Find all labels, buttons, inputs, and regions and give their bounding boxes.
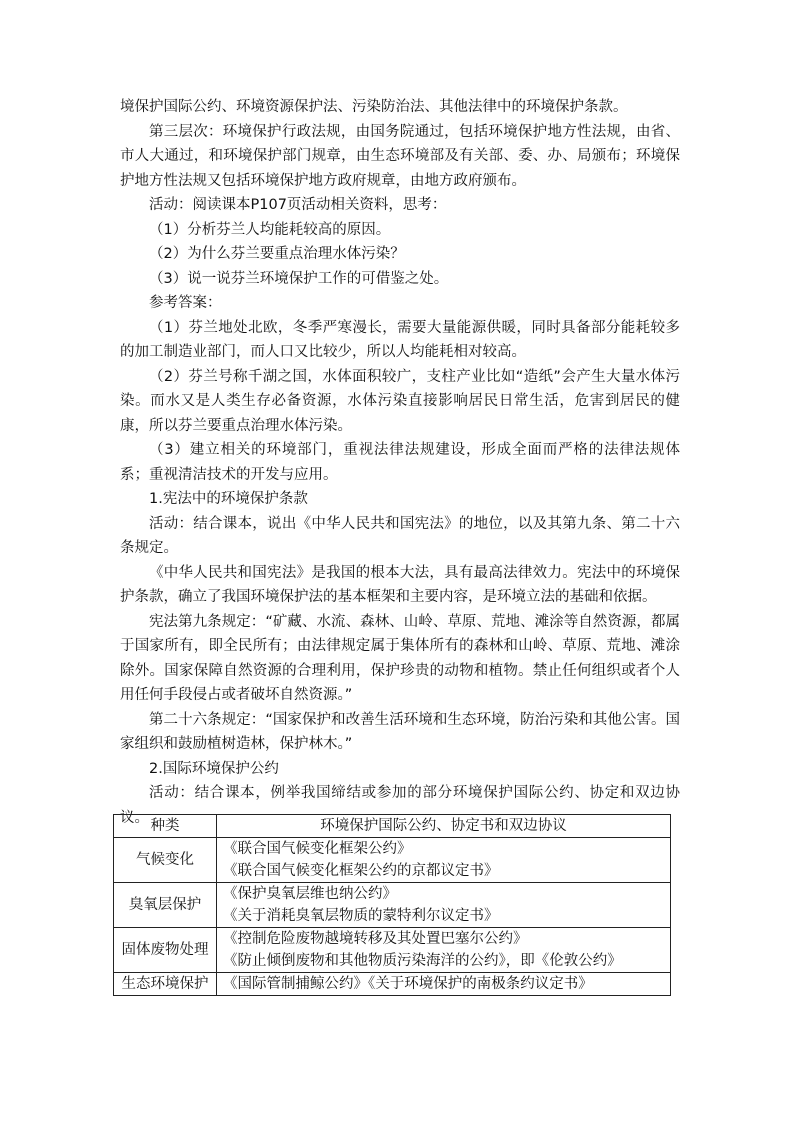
paragraph: 宪法第九条规定：“矿藏、水流、森林、山岭、草原、荒地、滩涂等自然资源，都属于国家所有，即全民所有；由法律规定属于集体所有的森林和山岭、草原、荒地、滩涂除外。国家保障自然资源的合理利用，保护珍贵的动物和植物。禁止任何组织或者个人用任何手段侵占或者破坏自然资源。”: [120, 613, 680, 703]
paragraph: （2）为什么芬兰要重点治理水体污染？: [149, 246, 405, 262]
paragraph: （3）说一说芬兰环境保护工作的可借鉴之处。: [149, 270, 449, 287]
row-conventions: [217, 973, 671, 996]
convention-item: 《保护臭氧层维也纳公约》: [223, 886, 397, 902]
section-heading: 2.国际环境保护公约: [149, 760, 279, 777]
row-kind: 生态环境保护: [114, 973, 217, 996]
table-row: [114, 838, 671, 883]
row-conventions: [217, 883, 671, 928]
convention-item: 《关于消耗臭氧层物质的蒙特利尔议定书》: [223, 908, 499, 924]
paragraph: （1）分析芬兰人均能耗较高的原因。: [149, 221, 391, 238]
document-body: [120, 95, 680, 830]
convention-item: 《联合国气候变化框架公约》: [223, 841, 412, 857]
row-kind: 气候变化: [114, 838, 217, 883]
convention-item: 《防止倾倒废物和其他物质污染海洋的公约》，即《伦敦公约》: [223, 953, 622, 969]
paragraph: 境保护国际公约、环境资源保护法、污染防治法、其他法律中的环境保护条款。: [120, 99, 628, 115]
paragraph: 活动：结合课本，例举我国缔结或参加的部分环境保护国际公约、协定和双边协议。: [120, 785, 680, 826]
paragraph: 第二十六条规定：“国家保护和改善生活环境和生态环境，防治污染和其他公害。国家组织和鼓励植树造林，保护林木。”: [120, 711, 680, 752]
paragraph: 第三层次：环境保护行政法规，由国务院通过，包括环境保护地方性法规，由省、市人大通过，和环境保护部门规章，由生态环境部及有关部、委、办、局颁布；环境保护地方性法规又包括环境保护地方政府规章，由地方政府颁布。: [120, 123, 680, 189]
table-header-row: [114, 815, 671, 838]
row-conventions: [217, 928, 671, 973]
row-kind: 臭氧层保护: [114, 883, 217, 928]
row-kind: 固体废物处理: [114, 928, 217, 973]
paragraph: 参考答案：: [149, 295, 222, 311]
paragraph: （2）芬兰号称千湖之国，水体面积较广，支柱产业比如“造纸”会产生大量水体污染。而水又是人类生存必备资源，水体污染直接影响居民日常生活，危害到居民的健康，所以芬兰要重点治理水体污染。: [120, 368, 680, 434]
table-row: [114, 928, 671, 973]
convention-item: 《控制危险废物越境转移及其处置巴塞尔公约》: [223, 931, 528, 947]
paragraph: （1）芬兰地处北欧，冬季严寒漫长，需要大量能源供暖，同时具备部分能耗较多的加工制造业部门，而人口又比较少，所以人均能耗相对较高。: [120, 319, 680, 360]
header-kind: 种类: [114, 815, 217, 838]
paragraph: （3）建立相关的环境部门，重视法律法规建设，形成全面而严格的法律法规体系；重视清洁技术的开发与应用。: [120, 442, 680, 483]
paragraph: 活动：结合课本，说出《中华人民共和国宪法》的地位，以及其第九条、第二十六条规定。: [120, 515, 680, 556]
table-row: [114, 973, 671, 996]
paragraph: 活动：阅读课本P107页活动相关资料，思考：: [149, 197, 447, 213]
row-conventions: [217, 838, 671, 883]
header-conventions: 环境保护国际公约、协定书和双边协议: [217, 815, 671, 838]
convention-item: 《联合国气候变化框架公约的京都议定书》: [223, 863, 499, 879]
paragraph: 《中华人民共和国宪法》是我国的根本大法，具有最高法律效力。宪法中的环境保护条款，确立了我国环境保护法的基本框架和主要内容，是环境立法的基础和依据。: [120, 564, 680, 605]
section-heading: 1.宪法中的环境保护条款: [149, 491, 308, 507]
table-row: [114, 883, 671, 928]
conventions-table: [113, 814, 671, 996]
convention-item: 《国际管制捕鲸公约》《关于环境保护的南极条约议定书》: [223, 976, 593, 992]
